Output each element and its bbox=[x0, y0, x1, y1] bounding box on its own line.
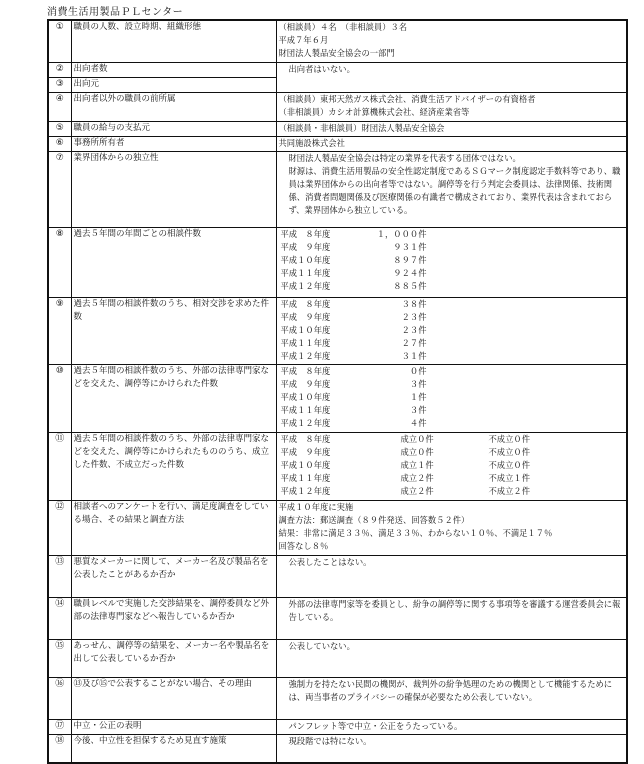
settle-line: 平成１１年度 成立２件 不成立１件 bbox=[280, 472, 530, 483]
row-value bbox=[276, 297, 627, 364]
count-line: 平成１２年度 ４件 bbox=[280, 417, 427, 428]
row-number: ⑯ bbox=[48, 677, 71, 719]
value-line: 現段階では特にない。 bbox=[288, 735, 372, 746]
settle-line: 平成 ９年度 成立０件 不成立０件 bbox=[280, 446, 530, 457]
row-number: ⑬ bbox=[48, 555, 71, 597]
row-value bbox=[276, 20, 627, 62]
value-line: 結果：非常に満足３３％、満足３３％、わからない１０％、不満足１７％ bbox=[278, 527, 553, 538]
row-label: 過去５年間の年間ごとの相談件数 bbox=[71, 227, 276, 297]
row-number: ⑩ bbox=[48, 364, 71, 432]
row-label: ⑬及び⑮で公表することがない場合、その理由 bbox=[71, 677, 276, 719]
row-value bbox=[276, 639, 627, 677]
table-row bbox=[48, 677, 627, 719]
table-row bbox=[48, 92, 627, 121]
value-paragraph: 外部の法律専門家等を委員とし、紛争の調停等に関する事項等を審議する運営委員会に報告している。 bbox=[288, 598, 621, 622]
settle-line: 平成 ８年度 成立０件 不成立０件 bbox=[280, 433, 530, 444]
row-label: 業界団体からの独立性 bbox=[71, 151, 276, 227]
row-label: 悪質なメーカーに関して、メーカー名及び製品名を公表したことがあるか否か bbox=[71, 555, 276, 597]
table-row bbox=[48, 719, 627, 734]
count-line: 平成 ９年度 ９３１件 bbox=[280, 241, 427, 252]
count-line: 平成１０年度 ８９７件 bbox=[280, 254, 427, 265]
row-number: ⑫ bbox=[48, 500, 71, 555]
document-title: 消費生活用製品ＰＬセンター bbox=[47, 7, 184, 18]
row-label: 中立・公正の表明 bbox=[71, 719, 276, 734]
table-row bbox=[48, 227, 627, 297]
value-line: 平成７年６月 bbox=[278, 35, 329, 45]
row-number: ① bbox=[48, 20, 71, 62]
row-value bbox=[276, 364, 627, 432]
info-table bbox=[47, 19, 628, 764]
value-line: （非相談員）カシオ計算機株式会社、経済産業省等 bbox=[278, 106, 470, 117]
value-line: 共同施設株式会社 bbox=[278, 137, 345, 148]
table-row bbox=[48, 734, 627, 763]
value-paragraph: 財団法人製品安全協会は特定の業界を代表する団体ではない。 bbox=[288, 152, 521, 163]
row-label: 出向者以外の職員の前所属 bbox=[71, 92, 276, 121]
count-line: 平成１２年度 ８８５件 bbox=[280, 280, 427, 291]
table-row bbox=[48, 597, 627, 639]
table-row bbox=[48, 364, 627, 432]
row-number: ⑨ bbox=[48, 297, 71, 364]
value-line: 平成１０年度に実施 bbox=[278, 501, 354, 512]
table-row bbox=[48, 432, 627, 500]
row-label: 今後、中立性を担保するため見直す施策 bbox=[71, 734, 276, 763]
settle-line: 平成１２年度 成立２件 不成立２件 bbox=[280, 485, 530, 496]
table-row bbox=[48, 500, 627, 555]
row-label: 出向元 bbox=[71, 77, 276, 92]
row-label: 過去５年間の相談件数のうち、外部の法律専門家などを交えた、調停等にかけられた件数 bbox=[71, 364, 276, 432]
row-value bbox=[276, 92, 627, 121]
count-line: 平成１０年度 ２３件 bbox=[280, 324, 427, 335]
table-row bbox=[48, 20, 627, 62]
count-line: 平成 ８年度 １，０００件 bbox=[280, 228, 427, 239]
row-label: あっせん、調停等の結果を、メーカー名や製品名を出して公表しているか否か bbox=[71, 639, 276, 677]
value-line: （相談員・非相談員）財団法人製品安全協会 bbox=[278, 122, 445, 133]
table-row bbox=[48, 555, 627, 597]
row-number: ⑦ bbox=[48, 151, 71, 227]
row-value bbox=[276, 227, 627, 297]
count-line: 平成 ９年度 ２３件 bbox=[280, 311, 427, 322]
table-row bbox=[48, 151, 627, 227]
row-value bbox=[276, 719, 627, 734]
row-label: 相談者へのアンケートを行い、満足度調査をしている場合、その結果と調査方法 bbox=[71, 500, 276, 555]
row-number: ③ bbox=[48, 77, 71, 92]
count-line: 平成１２年度 ３１件 bbox=[280, 350, 427, 361]
table-row bbox=[48, 62, 627, 77]
row-value bbox=[276, 432, 627, 500]
value-line: 財団法人製品安全協会の一部門 bbox=[278, 48, 395, 58]
table-row bbox=[48, 297, 627, 364]
row-value bbox=[276, 121, 627, 136]
row-number: ⑥ bbox=[48, 136, 71, 151]
value-line: 公表したことはない。 bbox=[288, 556, 372, 567]
value-line: 出向者はいない。 bbox=[288, 63, 355, 74]
count-line: 平成１１年度 ２７件 bbox=[280, 337, 427, 348]
row-number: ⑧ bbox=[48, 227, 71, 297]
row-value bbox=[276, 734, 627, 763]
value-line: （相談員）４名 （非相談員）３名 bbox=[278, 22, 408, 32]
row-value bbox=[276, 151, 627, 227]
count-line: 平成１０年度 １件 bbox=[280, 391, 427, 402]
row-number: ⑰ bbox=[48, 719, 71, 734]
count-line: 平成 ８年度 ０件 bbox=[280, 365, 427, 376]
row-label: 出向者数 bbox=[71, 62, 276, 77]
row-label: 過去５年間の相談件数のうち、相対交渉を求めた件数 bbox=[71, 297, 276, 364]
row-label: 職員の給与の支払元 bbox=[71, 121, 276, 136]
table-row bbox=[48, 121, 627, 136]
row-label: 過去５年間の相談件数のうち、外部の法律専門家などを交えた、調停等にかけられたもののうち、成立した件数、不成立だった件数 bbox=[71, 432, 276, 500]
row-value bbox=[276, 555, 627, 597]
row-number: ⑪ bbox=[48, 432, 71, 500]
row-value bbox=[276, 500, 627, 555]
value-line: 調査方法：郵送調査（８９件発送、回答数５２件） bbox=[278, 514, 470, 525]
count-line: 平成１１年度 ９２４件 bbox=[280, 267, 427, 278]
row-number: ② bbox=[48, 62, 71, 77]
table-row bbox=[48, 136, 627, 151]
row-number: ④ bbox=[48, 92, 71, 121]
value-line: 回答なし８％ bbox=[278, 540, 329, 551]
row-label: 職員の人数、設立時期、組織形態 bbox=[71, 20, 276, 62]
row-value bbox=[276, 677, 627, 719]
settle-line: 平成１０年度 成立１件 不成立０件 bbox=[280, 459, 530, 470]
row-label: 職員レベルで実施した交渉結果を、調停委員など外部の法律専門家などへ報告しているか否か bbox=[71, 597, 276, 639]
value-line: パンフレット等で中立・公正をうたっている。 bbox=[288, 720, 463, 731]
count-line: 平成 ９年度 ３件 bbox=[280, 378, 427, 389]
value-line: （相談員）東邦天然ガス株式会社、消費生活アドバイザーの有資格者 bbox=[278, 93, 536, 104]
row-value bbox=[276, 62, 627, 92]
value-paragraph: 強制力を持たない民間の機関が、裁判外の紛争処理のための機関として機能するためには、両当事者のプライバシーの確保が必要なため公表していない。 bbox=[288, 678, 613, 702]
row-number: ⑤ bbox=[48, 121, 71, 136]
row-number: ⑮ bbox=[48, 639, 71, 677]
row-number: ⑭ bbox=[48, 597, 71, 639]
table-row bbox=[48, 639, 627, 677]
row-value bbox=[276, 597, 627, 639]
value-paragraph: 財源は、消費生活用製品の安全性認定制度であるＳＧマーク制度認定手数料等であり、職員は業界団体からの出向者等ではない。調停等を行う判定会委員は、法律関係、技術関係、消費者問題関係及び医療関係の有識者で構成されており、業界代表は含まれておらず、業界団体から独立している。 bbox=[288, 165, 621, 215]
row-value bbox=[276, 136, 627, 151]
count-line: 平成１１年度 ３件 bbox=[280, 404, 427, 415]
count-line: 平成 ８年度 ３８件 bbox=[280, 298, 427, 309]
row-label: 事務所所有者 bbox=[71, 136, 276, 151]
row-number: ⑱ bbox=[48, 734, 71, 763]
value-line: 公表していない。 bbox=[288, 640, 355, 651]
